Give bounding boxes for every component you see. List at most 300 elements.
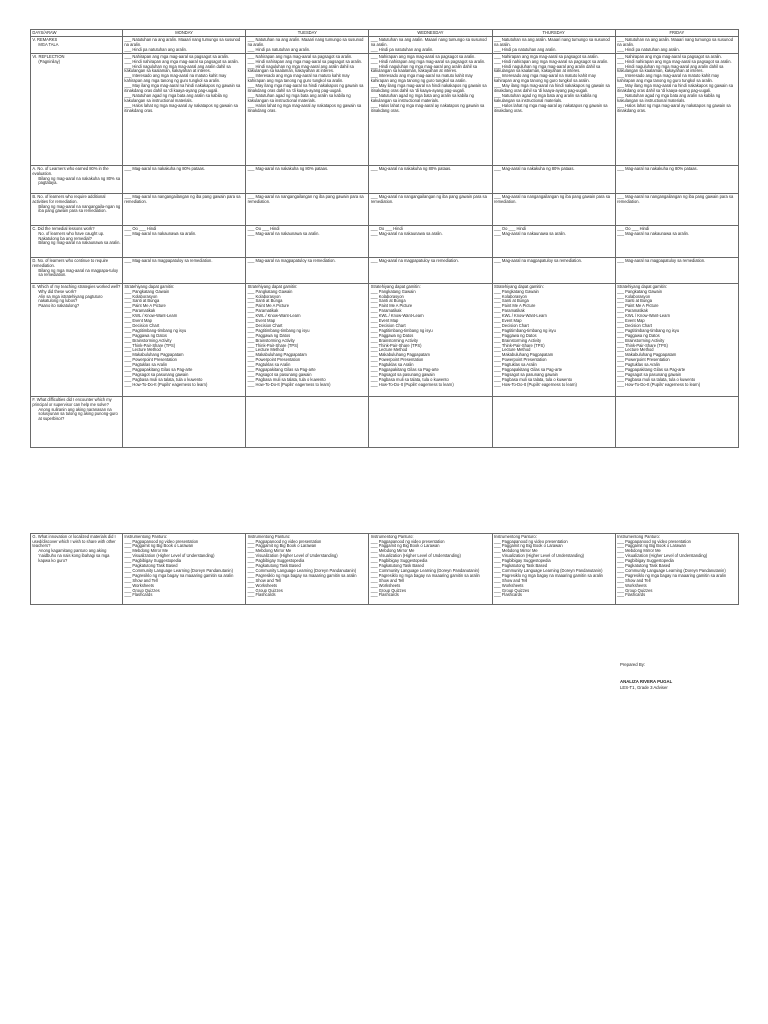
blank-line: ___ — [247, 538, 256, 544]
checklist-title: Instrumentong Panturo: — [370, 533, 414, 539]
row-g — [31, 534, 739, 605]
checklist-line: ___ Oo ___ Hindi — [617, 225, 650, 231]
row-e-friday-cell — [615, 284, 738, 397]
checklist-line: ___ Nahirapan ang mga mag-aaral sa pagsagot sa aralin. — [493, 53, 599, 59]
checklist-item-text: Pagpapanood ng video presentation — [625, 538, 691, 544]
row-label-line: Nakatulong ba ang remedial? — [38, 235, 92, 241]
checklist-line: ___ Natutuhan na ang aralin. Maaari nang tumungo sa susunod na aralin. — [247, 36, 364, 47]
header-wednesday: WEDNESDAY — [369, 30, 492, 37]
checklist-item-text: Pagbasa muli sa talata, tula o kuwento — [501, 376, 573, 382]
row-d-monday-cell — [123, 258, 246, 284]
blank-line: ___ — [617, 376, 626, 382]
blank-line: ___ — [617, 357, 626, 363]
row-label-line: F. What difficulties did I encounter which my principal or supervisor can help me solve? — [32, 396, 112, 407]
blank-line: ___ — [370, 288, 379, 294]
checklist-line: ___ Hindi pa natutuhan ang aralin. — [247, 46, 311, 52]
checklist-item-text: Pagtuklas sa Aralin — [378, 362, 414, 368]
blank-line: ___ — [493, 563, 502, 569]
checklist-item-text: Santi at Bunga — [501, 298, 529, 304]
row-a-tuesday-cell — [246, 166, 369, 194]
blank-line: ___ — [493, 553, 502, 559]
checklist-item-text: Community Language Learning (Doreyn Pandanutanin) — [625, 567, 726, 573]
checklist-item-text: Makabuluhang Pagpapatam — [501, 352, 554, 358]
blank-line: ___ — [124, 352, 133, 358]
blank-line: ___ — [370, 563, 379, 569]
header-row — [31, 30, 739, 37]
checklist-item-text: How-To-Do-It (Pupils' eagerness to learn) — [501, 381, 577, 387]
row-g-tuesday-cell — [246, 534, 369, 605]
blank-line: ___ — [617, 303, 626, 309]
blank-line: ___ — [247, 381, 256, 387]
blank-line: ___ — [617, 352, 626, 358]
checklist-item-text: Show and Tell — [378, 577, 405, 583]
checklist-line: ___ Interesado ang mga mag-aaral na matuto kahit may kahirapan ang mga tanong ng guro tungkol sa aralin. — [124, 73, 227, 84]
blank-line: ___ — [370, 367, 379, 373]
checklist-item-text: Show and Tell — [625, 577, 651, 583]
blank-line: ___ — [247, 357, 256, 363]
blank-line: ___ — [124, 577, 133, 583]
row-a-friday-cell — [615, 166, 738, 194]
blank-line: ___ — [493, 322, 502, 328]
checklist-title: Stratehiyang dapat gamitin: — [617, 283, 667, 289]
row-b-monday-cell — [123, 194, 246, 226]
checklist-item-text: How-To-Do-It (Pupils' eagerness to learn) — [255, 381, 331, 387]
blank-line: ___ — [247, 572, 256, 578]
checklist-item-text: Pagtuklas sa Aralin — [501, 362, 537, 368]
checklist-item-text: Community Language Learning (Doreyn Pandanutanin) — [501, 567, 603, 573]
row-label-line: (Pagninilay) — [38, 58, 61, 64]
header-friday: FRIDAY — [615, 30, 738, 37]
row-c-label-cell — [31, 226, 123, 258]
checklist-item-text: Pagsagot sa pasunang gawain — [255, 372, 312, 377]
blank-line: ___ — [493, 327, 502, 333]
row-c — [31, 226, 739, 258]
row-e-tuesday-cell — [246, 284, 369, 397]
row-label-line: Why did these work? — [38, 288, 77, 294]
checklist-line: ___ Hindi pa natutuhan ang aralin. — [370, 46, 434, 52]
blank-line: ___ — [617, 558, 626, 564]
checklist-item-text: Pagkatutong Task Based — [132, 563, 178, 569]
row-b-label-cell — [31, 194, 123, 226]
row-label-line: MGA TALA — [38, 41, 59, 47]
checklist-item-text: Pagtitimbang-timbang ng isyu — [625, 327, 680, 333]
blank-line: ___ — [370, 303, 379, 309]
checklist-item-text: Flashcards — [132, 592, 153, 598]
blank-line: ___ — [493, 362, 502, 368]
checklist-item-text: Pagpapakitang Gilas sa Pag-arte — [501, 367, 563, 373]
row-a-monday-cell — [123, 166, 246, 194]
checklist-item-text: Paggawa ng Datos — [132, 332, 167, 338]
blank-line: ___ — [124, 587, 133, 593]
blank-line: ___ — [617, 543, 626, 549]
blank-line: ___ — [493, 308, 502, 314]
checklist-line: ___ Hindi naguluhan ng mga mag-aaral ang aralin dahil sa kakulangan sa kaalaman, kakayahan at interes. — [617, 63, 724, 74]
checklist-item-text: Makabuluhang Pagpapatam — [255, 352, 307, 358]
checklist-item-text: Pagsagot sa pasunang gawain — [132, 372, 189, 377]
row-f-tuesday-cell — [246, 397, 369, 448]
blank-line: ___ — [493, 582, 502, 588]
checklist-item-text: Pagpapanood ng video presentation — [132, 538, 199, 544]
row-b-thursday-cell — [492, 194, 615, 226]
checklist-item-text: Lecture Method — [378, 347, 408, 353]
teacher-name: ANALIZA RIVERA PUGAL — [620, 679, 673, 684]
remarks-row — [31, 37, 739, 54]
checklist-item-text: Pagtitimbang-timbang ng isyu — [255, 327, 310, 333]
blank-line: ___ — [370, 592, 379, 598]
row-e-wednesday-cell — [369, 284, 492, 397]
checklist-item-text: Think-Pair-Share (TPS) — [132, 342, 176, 348]
checklist-title: Instrumentong Panturo: — [617, 533, 660, 539]
blank-line: ___ — [124, 327, 133, 333]
checklist-item-text: Paint Me A Picture — [132, 303, 166, 309]
checklist-line: ___ Mag-aaral na nakaunawa sa aralin. — [124, 230, 197, 236]
checklist-item — [124, 593, 243, 598]
checklist-item-text: Pagtuklas sa Aralin — [132, 362, 168, 368]
remarks-row-tuesday-cell — [246, 37, 369, 54]
row-f-monday-cell — [123, 397, 246, 448]
blank-line: ___ — [247, 563, 256, 569]
checklist-title: Stratehiyang dapat gamitin: — [247, 283, 298, 289]
row-c-monday-cell — [123, 226, 246, 258]
blank-line: ___ — [247, 337, 256, 343]
blank-line: ___ — [247, 327, 256, 333]
checklist-item-text: Pagpapakitang Gilas sa Pag-arte — [132, 367, 193, 373]
checklist-line: ___ Interesado ang mga mag-aaral na matuto kahit may kahirapan ang mga tanong ng guro tungkol sa aralin. — [370, 73, 473, 84]
checklist-line: ___ Interesado ang mga mag-aaral na matuto kahit may kahirapan ang mga tanong ng guro tungkol sa aralin. — [617, 73, 720, 84]
checklist-item-text: Event Map — [132, 318, 152, 324]
checklist-item-text: Flashcards — [378, 592, 399, 598]
checklist-item-text: Brainstorming Activity — [255, 337, 295, 343]
checklist-item-text: Powerpoint Presentation — [625, 357, 670, 363]
blank-line: ___ — [370, 538, 379, 544]
row-d-friday-cell — [615, 258, 738, 284]
blank-line: ___ — [617, 327, 626, 333]
blank-line: ___ — [493, 337, 502, 343]
row-g-friday-cell — [615, 534, 738, 605]
checklist-item-text: Mebdong Mirror Me — [625, 548, 661, 554]
checklist-item-text: Flashcards — [255, 592, 276, 598]
checklist-line: ___ Halos lahat ng mga mag-aaral ay nakatapos ng gawain sa itinakdang oras. — [493, 102, 608, 113]
blank-line: ___ — [247, 372, 256, 377]
checklist-item-text: Group Quizzes — [378, 587, 407, 593]
reflection-row-friday-cell — [615, 54, 738, 166]
blank-line: ___ — [370, 308, 379, 314]
checklist-line: ___ Mag-aaral na nakaunawa sa aralin. — [370, 230, 443, 236]
checklist-line: ___ Hindi naguluhan ng mga mag-aaral ang aralin dahil sa kakulangan sa kaalaman, kakayahan at interes. — [370, 63, 478, 74]
blank-line: ___ — [124, 313, 133, 319]
blank-line: ___ — [617, 381, 626, 387]
checklist-item-text: Pagbasa muli sa talata, tula o kuwento — [255, 376, 326, 382]
reflection-row-tuesday-cell — [246, 54, 369, 166]
blank-line: ___ — [493, 572, 502, 578]
checklist-item-text: Visualization (Higher Level of Understanding) — [625, 553, 708, 559]
checklist-item-text: Pagbibigay Suggestopedia — [501, 558, 551, 564]
blank-line: ___ — [247, 567, 256, 573]
checklist-item-text: Worksheets — [378, 582, 401, 588]
row-d-tuesday-cell — [246, 258, 369, 284]
checklist-item-text: Event Map — [255, 318, 276, 324]
checklist-item-text: Pagresiklo ng mga bagay na maaaring gamitin sa aralin — [625, 572, 727, 578]
checklist-item-text: Decision Chart — [501, 322, 529, 328]
row-d-wednesday-cell — [369, 258, 492, 284]
blank-line: ___ — [493, 318, 502, 324]
checklist-item-text: Kolaborasyon — [132, 293, 158, 299]
checklist-line: ___ Interesado ang mga mag-aaral na matuto kahit may kahirapan ang mga tanong ng guro tungkol sa aralin. — [493, 73, 596, 84]
checklist-item-text: Santi at Bunga — [255, 298, 283, 304]
checklist-title: Stratehiyang dapat gamitin: — [124, 283, 175, 289]
blank-line: ___ — [124, 337, 133, 343]
checklist-item-text: Paggamit ng Big Book o Larawan — [378, 543, 440, 549]
blank-line: ___ — [124, 563, 133, 569]
blank-line: ___ — [617, 342, 626, 348]
checklist-item-text: Show and Tell — [132, 577, 158, 583]
checklist-line: ___ Oo ___ Hindi — [247, 225, 280, 231]
blank-line: ___ — [493, 592, 502, 598]
reflection-row-monday-cell — [123, 54, 246, 166]
blank-line: ___ — [493, 303, 502, 309]
checklist-item-text: Kolaborasyon — [378, 293, 404, 299]
blank-line: ___ — [493, 577, 502, 583]
checklist-item — [617, 593, 736, 598]
checklist-item-text: Pagkatutong Task Based — [625, 563, 671, 569]
row-g-wednesday-cell — [369, 534, 492, 605]
checklist-item-text: Flashcards — [625, 592, 646, 598]
checklist-line: ___ Mag-aaral na nangangailangan ng iba pang gawain para sa remediation. — [493, 193, 611, 204]
blank-line: ___ — [124, 303, 133, 309]
row-label-line: A. No. of Learners who earned 80% in the evaluation. — [32, 165, 109, 176]
checklist-item-text: Visualization (Higher Level of Understanding) — [132, 553, 215, 559]
checklist-item-text: Event Map — [501, 318, 522, 324]
blank-line: ___ — [493, 372, 502, 377]
checklist-line: ___ Mag-aaral na magpapatuloy sa remediation. — [247, 257, 336, 263]
remarks-row-label-cell — [31, 37, 123, 54]
blank-line: ___ — [247, 362, 256, 368]
remarks-row-friday-cell — [615, 37, 738, 54]
checklist-line: ___ Mag-aaral na nakakuha ng 80% pataas. — [124, 165, 205, 171]
checklist-line: ___ Nahirapan ang mga mag-aaral sa pagsagot sa aralin. — [124, 53, 230, 59]
blank-line: ___ — [370, 322, 379, 328]
row-b-wednesday-cell — [369, 194, 492, 226]
blank-line: ___ — [617, 582, 626, 588]
row-c-tuesday-cell — [246, 226, 369, 258]
checklist-item-text: Pagresiklo ng mga bagay na maaaring gamitin sa aralin — [501, 572, 603, 578]
checklist-line: ___ Natutuhan na ang aralin. Maaari nang tumungo sa susunod na aralin. — [617, 36, 733, 47]
reflection-row-label-cell — [31, 54, 123, 166]
checklist-item-text: Paramatikak — [132, 308, 156, 314]
checklist-item-text: Pagbibigay Suggestopedia — [625, 558, 674, 564]
checklist-item-text: Think-Pair-Share (TPS) — [625, 342, 668, 348]
checklist-item — [617, 383, 736, 388]
blank-line: ___ — [247, 558, 256, 564]
checklist-line: ___ Mag-aaral na nakakuha ng 80% pataas. — [493, 165, 575, 171]
checklist-item-text: Mebdong Mirror Me — [255, 548, 292, 554]
checklist-item-text: Lecture Method — [501, 347, 531, 353]
checklist-item-text: Santi at Bunga — [625, 298, 652, 304]
blank-line: ___ — [617, 367, 626, 373]
checklist-line: ___ Mag-aaral na magpapatuloy sa remediation. — [370, 257, 459, 263]
checklist-line: ___ Natutuhan agad ng mga bata ang aralin sa kabila ng kakulangan sa instructional materials. — [617, 92, 721, 103]
checklist-item-text: KWL / Know-Want-Learn — [378, 313, 424, 319]
checklist-line: ___ Mag-aaral na nakakuha ng 80% pataas. — [617, 165, 698, 171]
checklist-line: ___ Hindi naguluhan ng mga mag-aaral ang aralin dahil sa kakulangan sa kaalaman, kakayahan at interes. — [247, 63, 354, 74]
checklist-item-text: Makabuluhang Pagpapatam — [132, 352, 184, 358]
blank-line: ___ — [124, 372, 133, 377]
row-c-thursday-cell — [492, 226, 615, 258]
blank-line: ___ — [370, 582, 379, 588]
blank-line: ___ — [617, 337, 626, 343]
blank-line: ___ — [124, 367, 133, 373]
blank-line: ___ — [493, 376, 502, 382]
checklist-item-text: Community Language Learning (Doreyn Pandanutanin) — [132, 567, 233, 573]
blank-line: ___ — [617, 313, 626, 319]
checklist-item-text: Pagtitimbang-timbang ng isyu — [378, 327, 433, 333]
checklist-item — [248, 383, 367, 388]
checklist-item-text: Paint Me A Picture — [378, 303, 413, 309]
blank-line: ___ — [124, 288, 133, 294]
checklist-item-text: Show and Tell — [255, 577, 281, 583]
blank-line: ___ — [493, 587, 502, 593]
blank-line: ___ — [247, 548, 256, 554]
checklist-item-text: KWL / Know-Want-Learn — [132, 313, 178, 319]
checklist-item-text: Flashcards — [501, 592, 522, 598]
checklist-item-text: Decision Chart — [132, 322, 160, 328]
checklist-item-text: Community Language Learning (Doreyn Pandanutanin) — [255, 567, 357, 573]
checklist-item-text: Pangkatang Gawain — [625, 288, 662, 294]
row-label-line: G. What innovation or localized materials did I used/discover which I wish to share with other teachers? — [32, 533, 116, 549]
row-e-thursday-cell — [492, 284, 615, 397]
row-d-label-cell — [31, 258, 123, 284]
checklist-item-text: Pagbibigay Suggestopedia — [132, 558, 182, 564]
blank-line: ___ — [370, 357, 379, 363]
row-d — [31, 258, 739, 284]
row-e — [31, 284, 739, 397]
checklist-item-text: Group Quizzes — [501, 587, 530, 593]
checklist-line: ___ Natutuhan na ang aralin. Maaari nang tumungo sa susunod na aralin. — [370, 36, 487, 47]
checklist-item-text: Community Language Learning (Doreyn Pandanutanin) — [378, 567, 480, 573]
checklist-line: ___ Mag-aaral na nakaunawa sa aralin. — [247, 230, 320, 236]
checklist-line: ___ Oo ___ Hindi — [493, 225, 526, 231]
blank-line: ___ — [124, 582, 133, 588]
checklist-item — [371, 383, 490, 388]
blank-line: ___ — [617, 548, 626, 554]
blank-line: ___ — [617, 322, 626, 328]
row-label-line: Alin sa mga istratehiyang pagtuturo nakatulong ng lubos? — [38, 293, 103, 304]
checklist-item-text: Think-Pair-Share (TPS) — [378, 342, 422, 348]
checklist-line: ___ May ilang mga mag-aaral na hindi nakakapos ng gawain sa itinakdang oras dahil sa 'di kaaya-ayang pag-uugali. — [617, 83, 733, 94]
checklist-item-text: Paramatikak — [255, 308, 279, 314]
checklist-item-text: Brainstorming Activity — [378, 337, 418, 343]
checklist-item-text: Pagtuklas sa Aralin — [625, 362, 660, 368]
blank-line: ___ — [124, 538, 133, 544]
row-label-line: B. No. of learners who require additional activities for remediation. — [32, 193, 106, 204]
blank-line: ___ — [247, 592, 256, 598]
checklist-item-text: Paramatikak — [501, 308, 525, 314]
checklist-item-text: Powerpoint Presentation — [132, 357, 177, 363]
blank-line: ___ — [617, 572, 626, 578]
blank-line: ___ — [370, 372, 379, 377]
checklist-line: ___ Nahirapan ang mga mag-aaral sa pagsagot sa aralin. — [247, 53, 353, 59]
checklist-line: ___ Interesado ang mga mag-aaral na matuto kahit may kahirapan ang mga tanong ng guro tungkol sa aralin. — [247, 73, 350, 84]
blank-line: ___ — [247, 347, 256, 353]
row-label-line: VI. REFLECTION — [32, 53, 65, 59]
checklist-title: Stratehiyang dapat gamitin: — [370, 283, 421, 289]
reflection-table — [30, 29, 739, 448]
blank-line: ___ — [124, 376, 133, 382]
checklist-line: ___ Mag-aaral na nakakuha ng 80% pataas. — [247, 165, 329, 171]
checklist-item-text: Decision Chart — [378, 322, 406, 328]
checklist-line: ___ May ilang mga mag-aaral na hindi nakakapos ng gawain sa itinakdang oras dahil sa 'di kaaya-ayang pag-uugali. — [493, 83, 610, 94]
reflection-row — [31, 54, 739, 166]
blank-line: ___ — [617, 553, 626, 559]
checklist-item-text: KWL / Know-Want-Learn — [625, 313, 671, 319]
checklist-item-text: Paggamit ng Big Book o Larawan — [132, 543, 194, 549]
blank-line: ___ — [124, 381, 133, 387]
checklist-item-text: Pagbasa muli sa talata, tula o kuwento — [378, 376, 449, 382]
checklist-line: ___ Hindi nahirapan ang mga mag-aaral sa pagsagot sa aralin. — [124, 58, 239, 64]
checklist-item-text: Pangkatang Gawain — [501, 288, 539, 294]
blank-line: ___ — [370, 327, 379, 333]
checklist-item-text: Mebdong Mirror Me — [132, 548, 169, 554]
blank-line: ___ — [370, 376, 379, 382]
blank-line: ___ — [493, 538, 502, 544]
blank-line: ___ — [617, 538, 626, 544]
blank-line: ___ — [247, 308, 256, 314]
checklist-item-text: How-To-Do-It (Pupils' eagerness to learn) — [625, 381, 701, 387]
checklist-item-text: Santi at Bunga — [378, 298, 406, 304]
checklist-item-text: Pagpapakitang Gilas sa Pag-arte — [378, 367, 439, 373]
header-days: DAYS/ARAW — [31, 30, 123, 37]
row-a-label-cell — [31, 166, 123, 194]
blank-line: ___ — [493, 342, 502, 348]
row-f-thursday-cell — [492, 397, 615, 448]
checklist-item-text: Pangkatang Gawain — [378, 288, 416, 294]
prepared-by-label: Prepared By: — [620, 662, 646, 667]
row-label-line: No. of learners who have caught up. — [38, 230, 105, 236]
blank-line: ___ — [247, 577, 256, 583]
blank-line: ___ — [124, 543, 133, 549]
checklist-item-text: How-To-Do-It (Pupils' eagerness to learn) — [132, 381, 208, 387]
blank-line: ___ — [247, 298, 256, 304]
blank-line: ___ — [124, 308, 133, 314]
checklist-item-text: Paggamit ng Big Book o Larawan — [625, 543, 686, 549]
blank-line: ___ — [617, 347, 626, 353]
checklist-line: ___ Nahirapan ang mga mag-aaral sa pagsagot sa aralin. — [370, 53, 476, 59]
blank-line: ___ — [247, 367, 256, 373]
checklist-item-text: Paint Me A Picture — [501, 303, 536, 309]
checklist-item-text: KWL / Know-Want-Learn — [501, 313, 547, 319]
innovation-table — [30, 533, 739, 605]
checklist-item-text: Paggawa ng Datos — [625, 332, 660, 338]
checklist-title: Instrumentong Panturo: — [124, 533, 168, 539]
checklist-line: ___ Mag-aaral na nakakuha ng 80% pataas. — [370, 165, 452, 171]
checklist-item-text: Paggawa ng Datos — [378, 332, 414, 338]
blank-line: ___ — [124, 357, 133, 363]
teacher-position: LES-T1, Grade 3 Adviser — [620, 685, 668, 690]
row-label-line: Paano ito nakatulong? — [38, 303, 80, 309]
blank-line: ___ — [370, 362, 379, 368]
remarks-row-wednesday-cell — [369, 37, 492, 54]
row-label-line: C. Did the remedial lessons work? — [32, 225, 95, 231]
checklist-line: ___ Hindi pa natutuhan ang aralin. — [124, 46, 187, 52]
checklist-item-text: Pagpapanood ng video presentation — [378, 538, 445, 544]
blank-line: ___ — [493, 357, 502, 363]
row-g-monday-cell — [123, 534, 246, 605]
blank-line: ___ — [617, 372, 626, 377]
reflection-row-thursday-cell — [492, 54, 615, 166]
header-tuesday: TUESDAY — [246, 30, 369, 37]
checklist-title: Instrumentong Panturo: — [493, 533, 537, 539]
row-g-label-cell — [31, 534, 123, 605]
